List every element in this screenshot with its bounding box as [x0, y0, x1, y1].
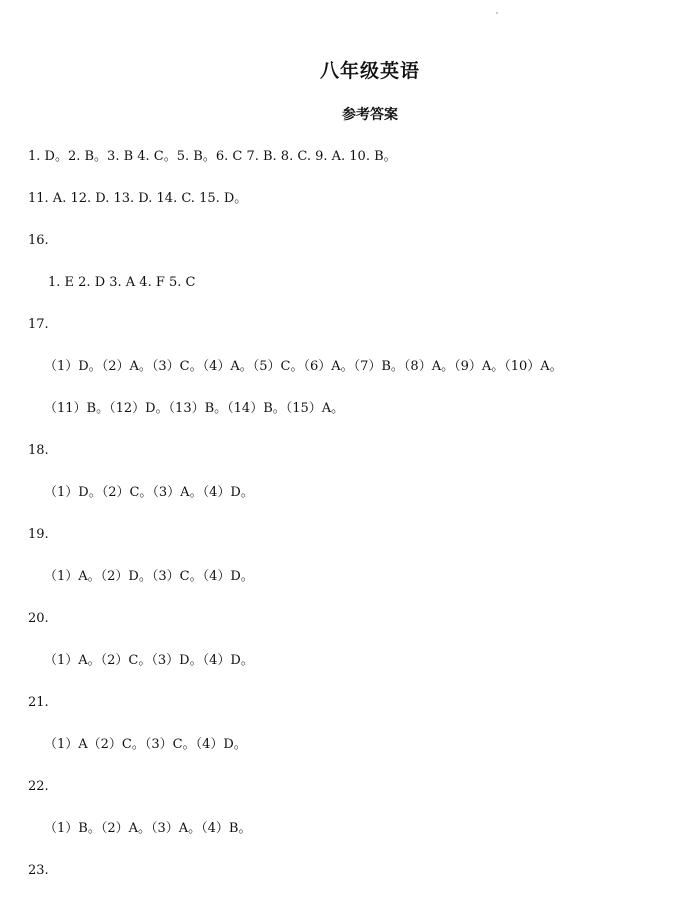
question-17-number: 17.	[28, 317, 49, 332]
question-21-number: 21.	[28, 695, 49, 710]
answer-line-22: （1）B。（2）A。（3）A。（4）B。	[44, 821, 252, 836]
answer-line-18: （1）D。（2）C。（3）A。（4）D。	[44, 485, 254, 500]
answer-line-17b: （11）B。（12）D。（13）B。（14）B。（15）A。	[44, 401, 345, 416]
page-subtitle: 参考答案	[342, 107, 398, 123]
answer-line-20: （1）A。（2）C。（3）D。（4）D。	[44, 653, 254, 668]
question-19-number: 19.	[28, 527, 49, 542]
answer-line-1-10: 1. D。2. B。3. B 4. C。5. B。6. C 7. B. 8. C. 9. A. 10. B。	[28, 149, 397, 164]
answer-line-19: （1）A。（2）D。（3）C。（4）D。	[44, 569, 254, 584]
answer-line-21: （1）A（2）C。（3）C。（4）D。	[44, 737, 247, 752]
question-23-number: 23.	[28, 863, 49, 878]
question-22-number: 22.	[28, 779, 49, 794]
question-18-number: 18.	[28, 443, 49, 458]
answer-line-16: 1. E 2. D 3. A 4. F 5. C	[48, 275, 196, 290]
speck-mark	[496, 12, 498, 14]
answer-line-17a: （1）D。（2）A。（3）C。（4）A。（5）C。（6）A。（7）B。（8）A。（9）A。（10）A。	[44, 359, 563, 374]
question-16-number: 16.	[28, 233, 49, 248]
answer-line-11-15: 11. A. 12. D. 13. D. 14. C. 15. D。	[28, 191, 248, 206]
page-title: 八年级英语	[319, 60, 420, 82]
question-20-number: 20.	[28, 611, 49, 626]
